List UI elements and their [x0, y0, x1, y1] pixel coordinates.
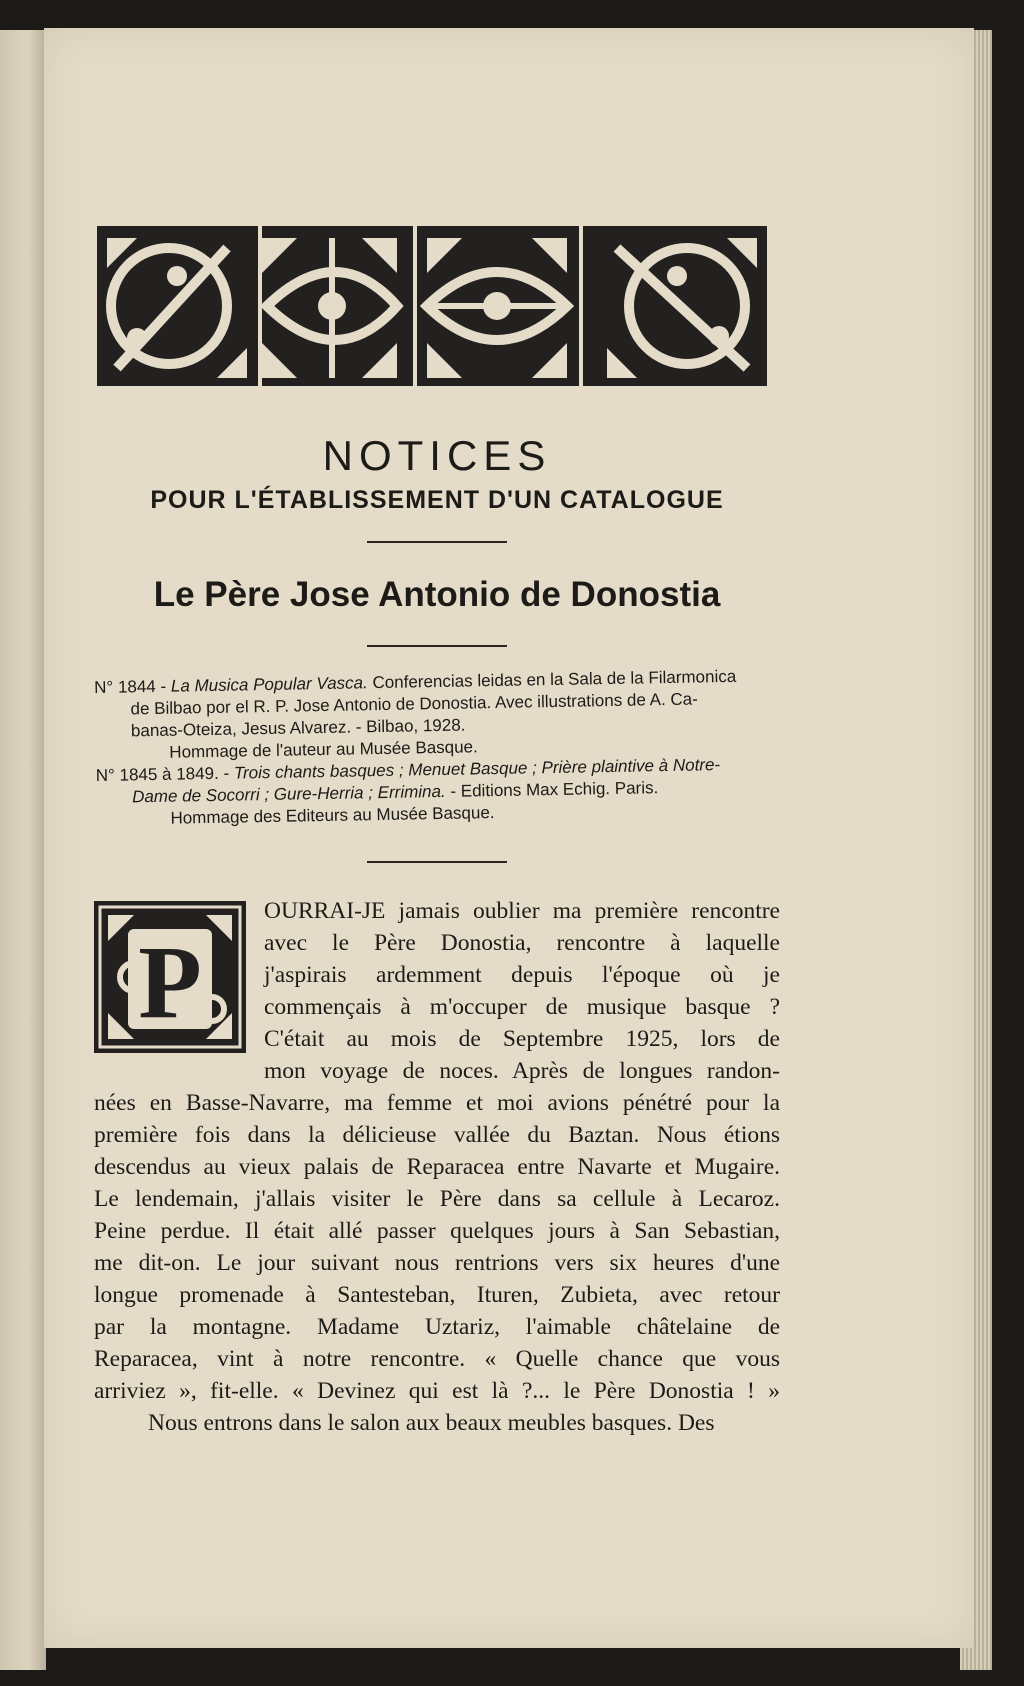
- article-body: [94, 895, 780, 1439]
- body-line: descendus au vieux palais de Reparacea entre Navarte et Mugaire.: [94, 1154, 780, 1180]
- entry-line: de Bilbao por el R. P. Jose Antonio de Donostia. Avec illustrations de A. Ca-: [130, 689, 698, 719]
- body-line: Le lendemain, j'allais visiter le Père dans sa cellule à Lecaroz.: [94, 1186, 780, 1212]
- catalogue-entries: [94, 665, 783, 831]
- body-line: OURRAI-JE jamais oublier ma première rencontre: [264, 898, 780, 924]
- entry-line: banas-Oteiza, Jesus Alvarez. - Bilbao, 1928.: [130, 715, 466, 741]
- body-line: commençais à m'occuper de musique basque ?: [264, 994, 780, 1020]
- catalogue-entry: [94, 665, 781, 765]
- catalogue-entry: [96, 753, 783, 831]
- body-line: Nous entrons dans le salon aux beaux meubles basques. Des: [148, 1410, 715, 1436]
- body-line: Peine perdue. Il était allé passer quelques jours à San Sebastian,: [94, 1218, 780, 1244]
- entry-note: Hommage des Editeurs au Musée Basque.: [170, 803, 495, 828]
- ornamental-header-band: [97, 218, 767, 398]
- entry-line: Dame de Socorri ; Gure-Herria ; Errimina. - Editions Max Echig. Paris.: [131, 778, 659, 807]
- divider-rule: [367, 541, 507, 543]
- body-line: C'était au mois de Septembre 1925, lors de: [264, 1026, 780, 1052]
- body-line: première fois dans la délicieuse vallée du Baztan. Nous étions: [94, 1122, 780, 1148]
- divider-rule: [367, 645, 507, 647]
- body-line: par la montagne. Madame Uztariz, l'aimable châtelaine de: [94, 1314, 780, 1340]
- page-content: [94, 218, 780, 1439]
- body-line: longue promenade à Santesteban, Ituren, Zubieta, avec retour: [94, 1282, 780, 1308]
- body-line: arriviez », fit-elle. « Devinez qui est là ?... le Père Donostia ! »: [94, 1378, 780, 1404]
- body-line: Reparacea, vint à notre rencontre. « Quelle chance que vous: [94, 1346, 780, 1372]
- page-subtitle: POUR L'ÉTABLISSEMENT D'UN CATALOGUE: [150, 486, 724, 514]
- body-line: avec le Père Donostia, rencontre à laquelle: [264, 930, 780, 956]
- ornamental-dropcap: [94, 901, 246, 1053]
- page-title: NOTICES: [322, 432, 552, 479]
- body-line: me dit-on. Le jour suivant nous rentrions vers six heures d'une: [94, 1250, 780, 1276]
- body-line: nées en Basse-Navarre, ma femme et moi avions pénétré pour la: [94, 1090, 780, 1116]
- left-page-edge: [0, 30, 46, 1670]
- body-line: j'aspirais ardemment depuis l'époque où je: [264, 962, 780, 988]
- section-heading: Le Père Jose Antonio de Donostia: [153, 575, 721, 614]
- entry-line: N° 1844 - La Musica Popular Vasca. Conferencias leidas en la Sala de la Filarmonica: [94, 666, 737, 697]
- divider-rule: [367, 861, 507, 863]
- book-page: [44, 28, 974, 1648]
- svg-text:P: P: [138, 925, 202, 1040]
- entry-note: Hommage de l'auteur au Musée Basque.: [169, 737, 478, 762]
- entry-line: N° 1845 à 1849. - Trois chants basques ; Menuet Basque ; Prière plaintive à Notre-: [95, 755, 721, 785]
- body-line: mon voyage de noces. Après de longues randon-: [264, 1058, 780, 1084]
